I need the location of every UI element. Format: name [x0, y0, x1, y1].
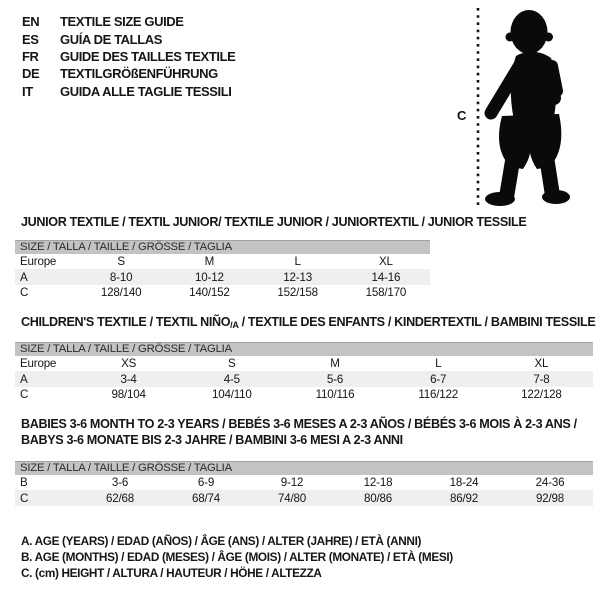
children-title-subscript: /A — [230, 320, 239, 330]
size-header-bar: SIZE / TALLA / TAILLE / GRÖSSE / TAGLIA — [15, 342, 593, 356]
language-row — [22, 13, 235, 30]
children-table-title — [21, 315, 595, 330]
children-title-prefix: CHILDREN'S TEXTILE / TEXTIL NIÑO — [21, 315, 231, 329]
language-label: GUIDA ALLE TAGLIE TESSILI — [60, 83, 232, 99]
table-cell: 110/116 — [315, 387, 355, 401]
table-cell: 152/158 — [277, 285, 318, 299]
legend-line-b: B. AGE (MONTHS) / EDAD (MESES) / ÂGE (MOIS) / ALTER (MONATE) / ETÀ (MESI) — [21, 550, 453, 564]
language-label: GUÍA DE TALLAS — [60, 31, 163, 47]
row-label: C — [20, 387, 29, 401]
baby-height-figure — [440, 0, 600, 220]
table-cell: 8-10 — [109, 270, 133, 284]
junior-table-title: JUNIOR TEXTILE / TEXTIL JUNIOR/ TEXTILE JUNIOR / JUNIORTEXTIL / JUNIOR TESSILE — [21, 215, 527, 229]
language-code: EN — [22, 14, 40, 30]
babies-table-title — [21, 416, 577, 448]
table-cell: L — [435, 357, 442, 371]
table-row — [15, 475, 593, 490]
table-cell: 98/104 — [111, 387, 146, 401]
size-header-bar: SIZE / TALLA / TAILLE / GRÖSSE / TAGLIA — [15, 240, 430, 254]
table-cell: 5-6 — [326, 372, 344, 386]
table-cell: 9-12 — [280, 476, 304, 490]
table-cell: 80/86 — [363, 491, 392, 505]
table-cell: S — [117, 255, 125, 269]
table-cell: 116/122 — [418, 387, 459, 401]
row-label: A — [20, 270, 28, 284]
table-cell: 18-24 — [449, 476, 479, 490]
table-cell: 3-6 — [111, 476, 129, 490]
table-cell: 6-9 — [197, 476, 215, 490]
legend-line-c: C. (cm) HEIGHT / ALTURA / HAUTEUR / HÖHE / ALTEZZA — [21, 566, 322, 580]
babies-title-line2: BABYS 3-6 MONATE BIS 2-3 JAHRE / BAMBINI 3-6 MESI A 2-3 ANNI — [21, 433, 403, 447]
table-cell: 74/80 — [277, 491, 306, 505]
language-label: GUIDE DES TAILLES TEXTILE — [60, 48, 236, 64]
row-label: Europe — [20, 357, 57, 371]
table-cell: S — [228, 357, 236, 371]
table-row — [15, 371, 593, 386]
language-code: IT — [22, 83, 33, 99]
language-code: ES — [22, 31, 39, 47]
table-cell: XL — [378, 255, 393, 269]
table-cell: 122/128 — [521, 387, 562, 401]
table-cell: 68/74 — [191, 491, 220, 505]
table-cell: 92/98 — [535, 491, 564, 505]
table-row — [15, 356, 593, 371]
figure-label-c: C — [457, 108, 467, 123]
row-label: A — [20, 372, 28, 386]
table-row — [15, 387, 593, 402]
row-label: C — [20, 491, 29, 505]
babies-size-table — [15, 461, 593, 506]
babies-title-line1: BABIES 3-6 MONTH TO 2-3 YEARS / BEBÉS 3-6 MESES A 2-3 AÑOS / BÉBÉS 3-6 MOIS À 2-3 ANS / — [21, 417, 577, 431]
language-row — [22, 48, 235, 65]
language-row — [22, 30, 235, 47]
table-cell: 10-12 — [195, 270, 224, 284]
table-cell: 140/152 — [189, 285, 230, 299]
table-cell: 4-5 — [223, 372, 240, 386]
table-row — [15, 254, 430, 269]
table-cell: 104/110 — [211, 387, 252, 401]
language-label: TEXTILGRÖßENFÜHRUNG — [60, 66, 218, 82]
size-header-bar: SIZE / TALLA / TAILLE / GRÖSSE / TAGLIA — [15, 461, 593, 475]
language-list — [22, 13, 235, 100]
table-row — [15, 490, 593, 505]
language-row — [22, 65, 235, 82]
language-label: TEXTILE SIZE GUIDE — [60, 14, 184, 30]
junior-size-table — [15, 240, 430, 300]
table-cell: 24-36 — [535, 476, 565, 490]
table-cell: 12-13 — [283, 270, 312, 284]
table-cell: M — [330, 357, 340, 371]
table-cell: 6-7 — [430, 372, 447, 386]
table-cell: M — [204, 255, 215, 269]
table-cell: 128/140 — [100, 285, 142, 299]
table-cell: XS — [121, 357, 137, 371]
legend — [21, 533, 453, 581]
table-cell: 3-4 — [120, 372, 137, 386]
row-label: Europe — [20, 255, 57, 269]
table-cell: L — [294, 255, 301, 269]
table-row — [15, 285, 430, 300]
language-row — [22, 83, 235, 100]
legend-line-a: A. AGE (YEARS) / EDAD (AÑOS) / ÂGE (ANS) / ALTER (JAHRE) / ETÀ (ANNI) — [21, 534, 422, 548]
language-code: FR — [22, 48, 39, 64]
table-cell: 86/92 — [449, 491, 478, 505]
row-label: C — [20, 285, 29, 299]
table-cell: 14-16 — [371, 270, 401, 284]
language-code: DE — [22, 66, 40, 82]
table-cell: 12-18 — [363, 476, 393, 490]
table-row — [15, 269, 430, 284]
table-cell: 62/68 — [105, 491, 134, 505]
children-title-suffix: / TEXTILE DES ENFANTS / KINDERTEXTIL / BAMBINI TESSILE — [238, 315, 596, 329]
row-label: B — [20, 476, 28, 490]
children-size-table — [15, 342, 593, 402]
table-cell: XL — [534, 357, 549, 371]
table-cell: 158/170 — [365, 285, 407, 299]
table-cell: 7-8 — [533, 372, 550, 386]
baby-silhouette-icon — [485, 10, 570, 206]
